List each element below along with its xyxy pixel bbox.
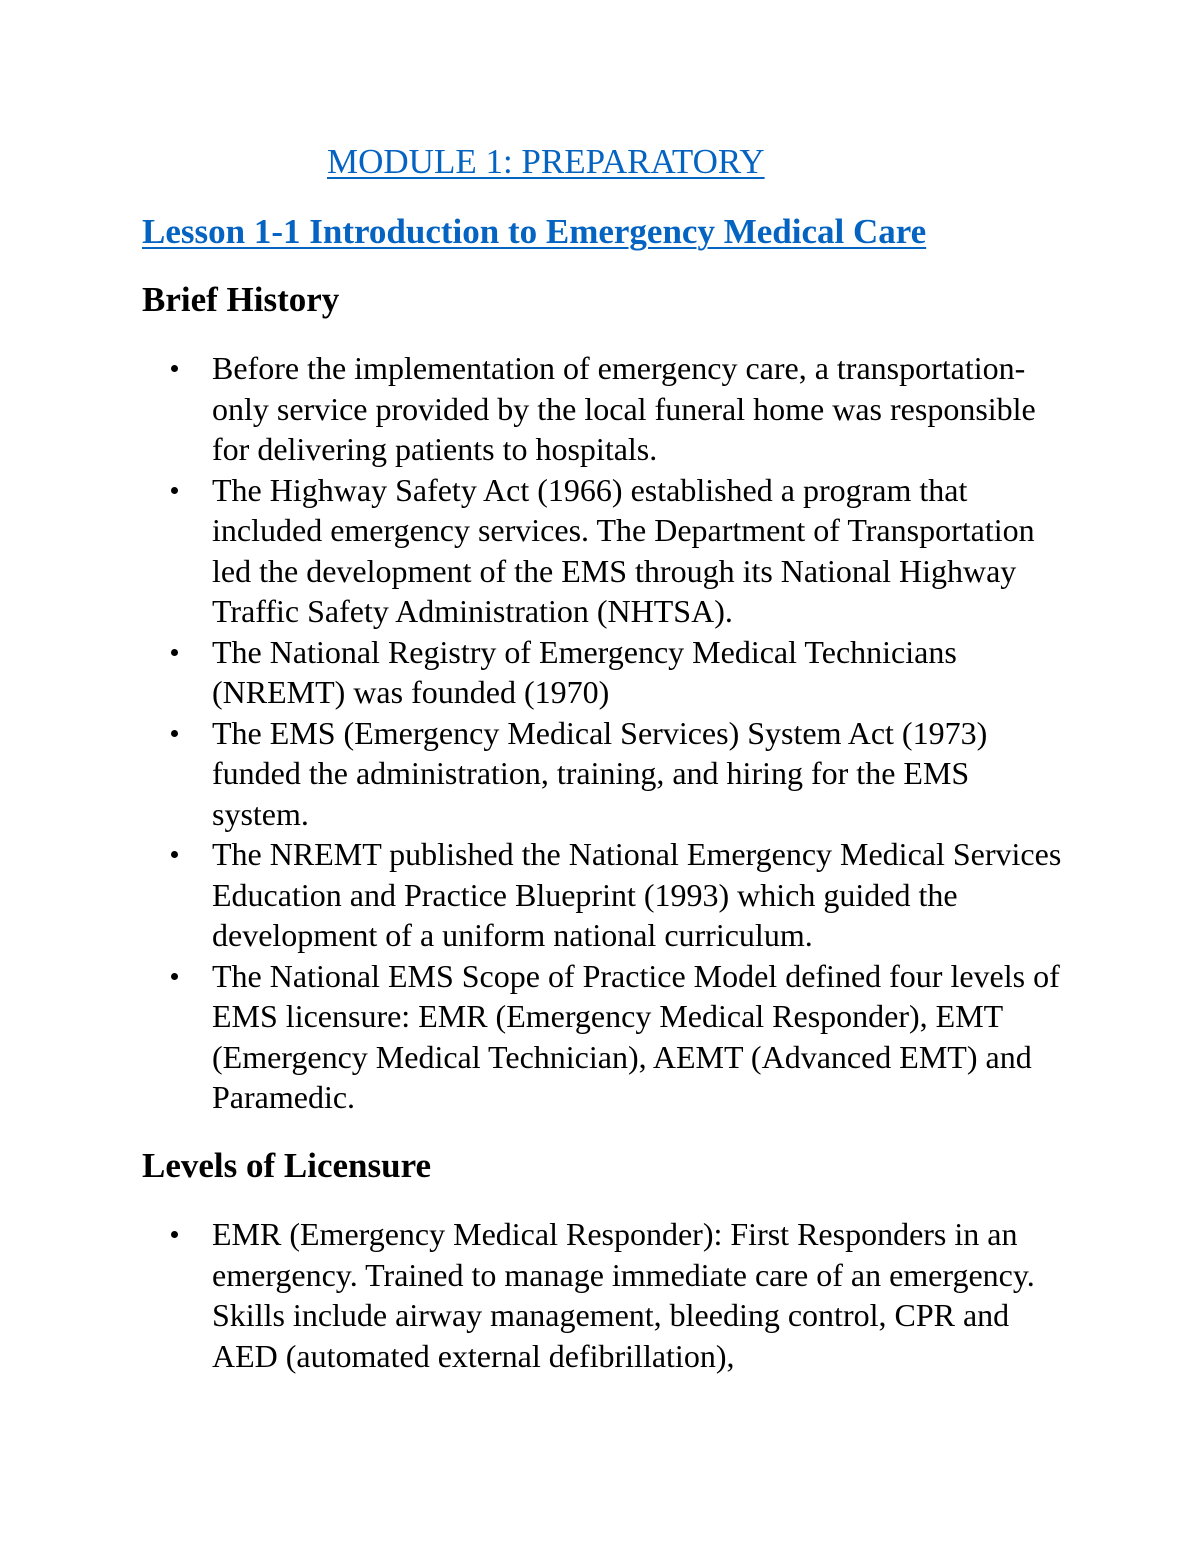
module-title[interactable]: MODULE 1: PREPARATORY — [327, 142, 765, 181]
list-item-text: The EMS (Emergency Medical Services) System Act (1973) funded the administration, training, and hiring for the EMS system. — [212, 714, 988, 832]
list-item-text: EMR (Emergency Medical Responder): First Responders in an emergency. Trained to manage immediate care of an emergency. Skills include airway management, bleeding control, CPR and AED (automated external defibrillation), — [212, 1216, 1035, 1374]
lesson-title[interactable]: Lesson 1-1 Introduction to Emergency Medical Care — [142, 212, 927, 251]
section-heading-levels-of-licensure: Levels of Licensure — [142, 1146, 432, 1185]
list-item — [0, 956, 1072, 1118]
list-item — [0, 632, 1072, 713]
list-item — [0, 834, 1072, 956]
bullet-icon — [171, 1231, 178, 1238]
list-item-text: The National EMS Scope of Practice Model defined four levels of EMS licensure: EMR (Emergency Medical Responder), EMT (Emergency Medical Technician), AEMT (Advanced EMT) and Paramedic. — [212, 957, 1060, 1115]
bullet-icon — [171, 487, 178, 494]
levels-of-licensure-list — [0, 1214, 1200, 1376]
bullet-icon — [171, 973, 178, 980]
bullet-icon — [171, 851, 178, 858]
list-item-text: Before the implementation of emergency care, a transportation-only service provided by the local funeral home was responsible for delivering patients to hospitals. — [212, 350, 1036, 467]
list-item — [0, 470, 1072, 632]
list-item — [0, 348, 1072, 470]
section-heading-brief-history: Brief History — [142, 280, 340, 319]
list-item — [0, 1214, 1072, 1376]
list-item-text: The National Registry of Emergency Medical Technicians (NREMT) was founded (1970) — [212, 633, 957, 710]
bullet-icon — [171, 730, 178, 737]
list-item-text: The Highway Safety Act (1966) established a program that included emergency services. The Department of Transportation led the development of the EMS through its National Highway Traffic Safety Administration (NHTSA). — [212, 471, 1035, 629]
list-item-text: The NREMT published the National Emergency Medical Services Education and Practice Blueprint (1993) which guided the development of a uniform national curriculum. — [212, 836, 1062, 953]
brief-history-list — [0, 348, 1200, 1118]
list-item — [0, 713, 1072, 835]
bullet-icon — [171, 365, 178, 372]
bullet-icon — [171, 649, 178, 656]
